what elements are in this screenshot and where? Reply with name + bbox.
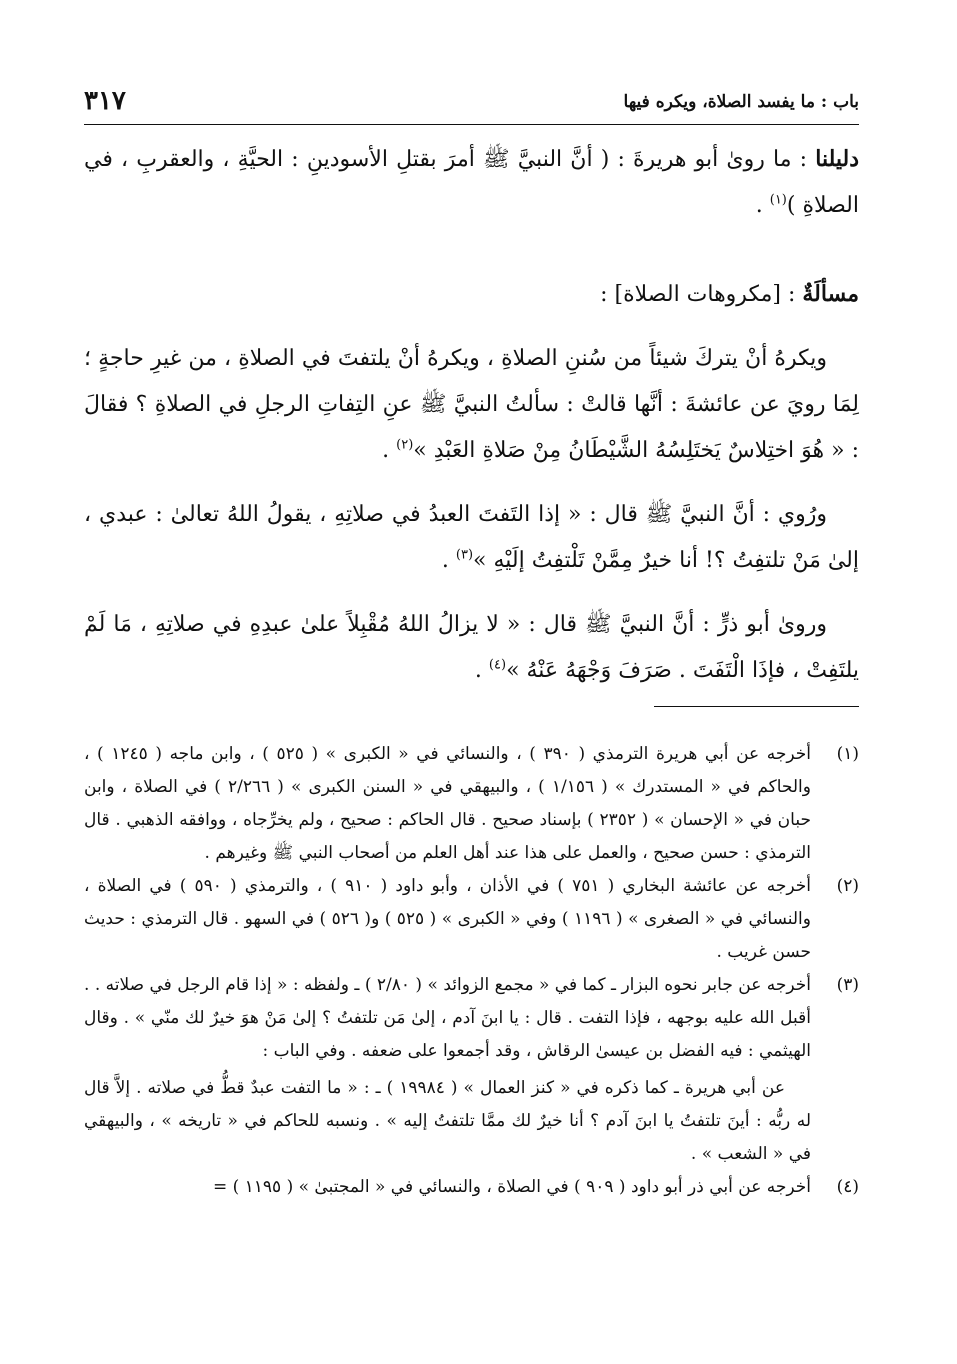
- footnote-body: [84, 969, 811, 1171]
- footnote-text: أخرجه عن أبي هريرة الترمذي ( ٣٩٠ ) ، والنسائي في « الكبرى » ( ٥٢٥ ) ، وابن ماجه ( ١٢٤٥ ) ، والحاكم في « المستدرك » ( ١/١٥٦ ) ، والبيهقي في « السنن الكبرى » ( ٢/٢٦٦ ) في الصلاة ، وابن حبان في « الإحسان » ( ٢٣٥٢ ) بإسناد صحيح . قال الحاكم : صحيح ، ولم يخرِّجاه ، ووافقه الذهبي . قال الترمذي : حسن صحيح ، والعمل على هذا عند أهل العلم من أصحاب النبي ﷺ وغيرهم .: [84, 744, 811, 863]
- paragraph-end: .: [382, 438, 397, 463]
- paragraph-text: : ما رویٰ أبو هريرةَ : ( أنَّ النبيَّ ﷺ أمرَ بقتلِ الأسودينِ : الحيَّةِ ، والعقربِ ، في الصلاةِ ): [84, 147, 859, 218]
- footnote-rule: [654, 706, 859, 707]
- footnote-4: [84, 1171, 859, 1204]
- paragraph-end: .: [441, 548, 456, 573]
- footnote-number: (٢): [836, 876, 859, 896]
- footnote-number: (١): [836, 744, 859, 764]
- footnote-ref[interactable]: (٤): [488, 657, 507, 673]
- paragraph-text: ورویٰ أبو ذرٍّ : أنَّ النبيَّ ﷺ قال : « لا يزالُ اللهُ مُقْبِلاً علىٰ عبدِهِ في صلاتِهِ ، مَا لَمْ يلتَفِتْ ، فإذَا الْتَفَتَ . صَرَفَ وَجْهَهُ عَنْهُ »: [84, 612, 859, 683]
- paragraph-makruh: [84, 336, 859, 474]
- footnote-ref[interactable]: (٢): [396, 437, 414, 453]
- footnote-number: (٣): [836, 975, 859, 995]
- running-title: باب : ما يفسد الصلاة، ويكره فيها: [623, 92, 859, 112]
- issue-label: مسألَةٌ: [802, 281, 859, 307]
- paragraph-end: .: [755, 193, 770, 218]
- footnote-1: [84, 738, 859, 870]
- paragraph-issue-heading: [84, 271, 859, 318]
- footnote-body: [84, 1171, 811, 1204]
- paragraph-text: ويكرهُ أنْ يتركَ شيئاً من سُننِ الصلاةِ ، ويكرهُ أنْ يلتفتَ في الصلاةِ ، من غيرِ حاجةٍ ؛ لِمَا رويَ عن عائشةَ : أنَّها قالتْ : سألتُ النبيَّ ﷺ عنِ التِفاتِ الرجلِ في الصلاةِ ؟ فقالَ : « هُوَ اختِلاسٌ يَختَلِسُهُ الشَّيْطَانُ مِنْ صَلاةِ العَبْدِ »: [84, 346, 859, 463]
- running-head: [84, 84, 859, 122]
- paragraph-hadith-3: [84, 602, 859, 694]
- footnote-ref[interactable]: (١): [769, 192, 787, 208]
- paragraph-text: ورُوي : أنَّ النبيَّ ﷺ قال : « إذا التَفتَ العبدُ في صلاتِهِ ، يقولُ اللهُ تعالىٰ : عبدي ، إلىٰ مَنْ تلتفِتُ ؟! أنا خيرٌ مِمَّنْ تَلْتفِتُ إلَيْهِ »: [84, 502, 859, 573]
- footnote-body: [84, 738, 811, 870]
- footnote-text: أخرجه عن عائشة البخاري ( ٧٥١ ) في الأذان ، وأبو داود ( ٩١٠ ) ، والترمذي ( ٥٩٠ ) في الصلاة ، والنسائي في « الصغرى » ( ١١٩٦ ) وفي « الكبرى » ( ٥٢٥ ) و( ٥٢٦ ) في السهو . قال الترمذي : حديث حسن غريب .: [84, 876, 811, 962]
- footnote-body: [84, 870, 811, 969]
- footnote-continuation: عن أبي هريرة ـ كما ذكره في « كنز العمال » ( ١٩٩٨٤ ) ـ : « ما التفت عبدٌ قطُّ في صلاته . إلاَّ قال له ربُّه : أينَ تلتفتُ يا ابنَ آدم ؟ أنا خيرٌ لك ممَّا تلتفتُ إليه » . ونسبه للحاكم في « تاريخه » ، والبيهقي في « الشعب » .: [84, 1078, 811, 1164]
- issue-title: : [مكروهات الصلاة] :: [600, 282, 803, 307]
- page-number: ٣١٧: [84, 86, 126, 116]
- footnote-text: أخرجه عن جابر نحوه البزار ـ كما في « مجمع الزوائد » ( ٢/٨٠ ) ـ ولفظه : « إذا قام الرجل في صلاته . . أقبل الله عليه بوجهه ، فإذا التفت . قال : يا ابنَ آدم ، إلىٰ مَن تلتفتُ ؟ إلىٰ مَنْ هوَ خيرٌ لك منّي » . وقال الهيثمي : فيه الفضل بن عيسىٰ الرقاش ، وقد أجمعوا على ضعفه . وفي الباب :: [84, 975, 811, 1061]
- paragraph-hadith-2: [84, 492, 859, 584]
- footnote-text: أخرجه عن أبي ذر أبو داود ( ٩٠٩ ) في الصلاة ، والنسائي في « المجتبىٰ » ( ١١٩٥ ) =: [212, 1177, 811, 1197]
- footnotes: [84, 738, 859, 1204]
- footnote-ref[interactable]: (٣): [455, 547, 474, 563]
- header-rule: [84, 124, 859, 125]
- footnote-2: [84, 870, 859, 969]
- footnote-3: [84, 969, 859, 1171]
- paragraph-label: دليلنا: [815, 146, 859, 172]
- footnote-number: (٤): [836, 1177, 859, 1197]
- main-text: [84, 136, 859, 712]
- paragraph-evidence: [84, 136, 859, 229]
- paragraph-end: .: [474, 658, 489, 683]
